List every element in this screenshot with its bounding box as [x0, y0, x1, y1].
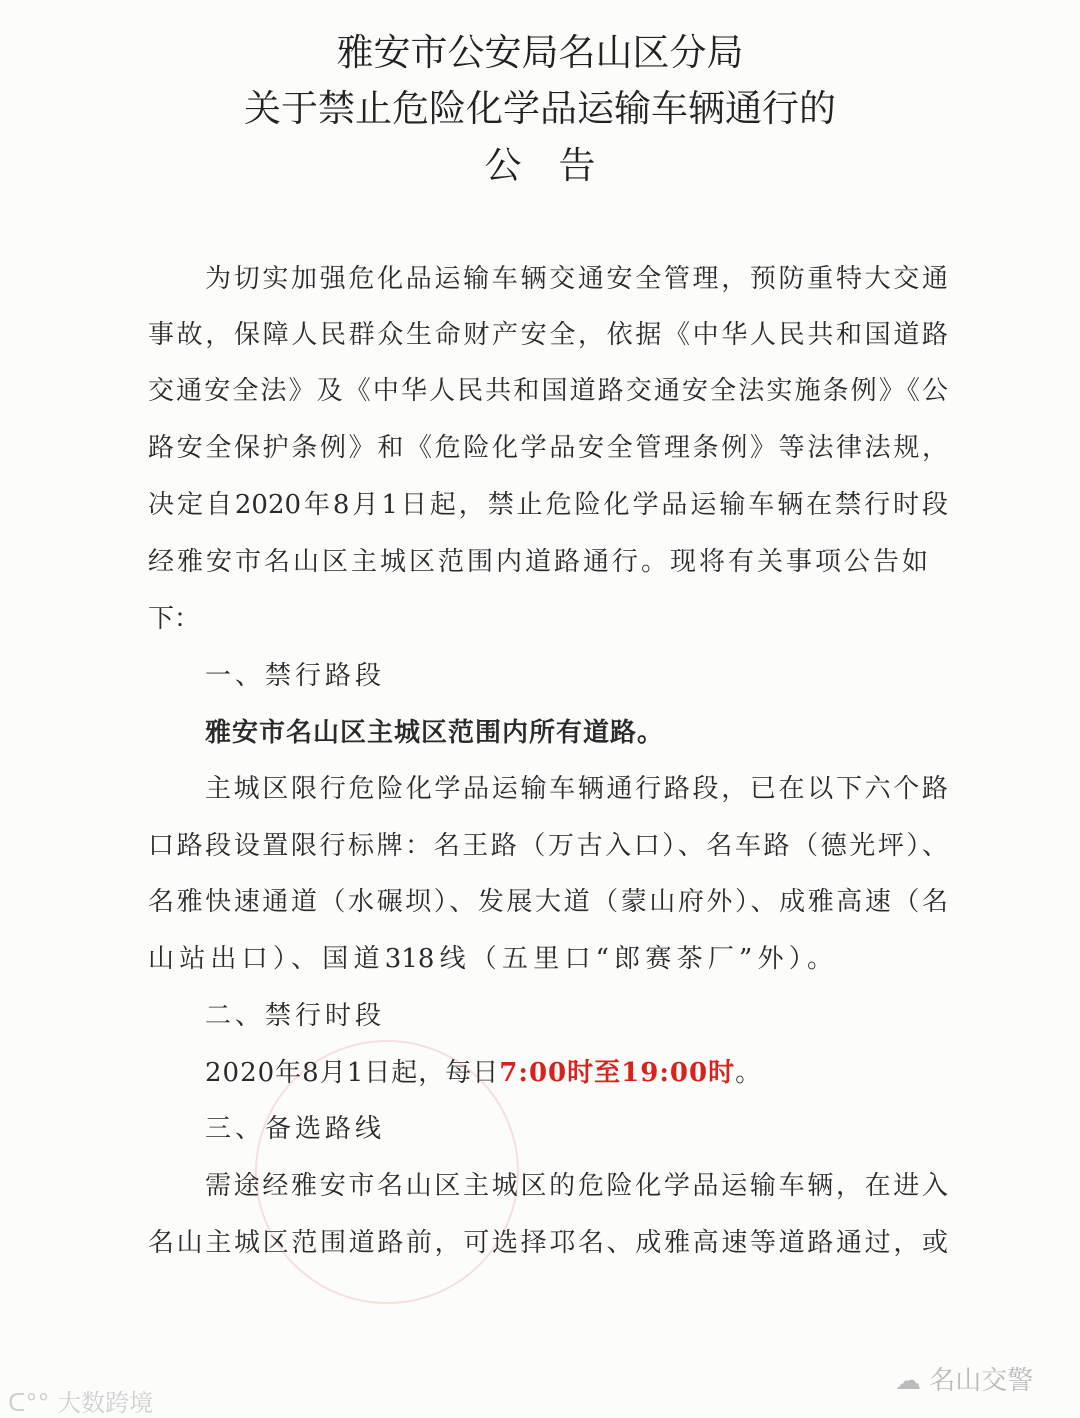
- watermark-left: [8, 1383, 153, 1418]
- paragraph-line: 事故，保障人民群众生命财产安全，依据《中华人民共和国道路: [148, 320, 948, 350]
- section2-heading: 二、禁行时段: [205, 1001, 386, 1031]
- paragraph-line: 经雅安市名山区主城区范围内道路通行。现将有关事项公告如: [148, 547, 928, 577]
- watermark-left-text: 大数跨境: [57, 1389, 154, 1417]
- section1-heading: 一、禁行路段: [205, 661, 386, 691]
- doc-title-line3: 公 告: [484, 144, 596, 187]
- doc-title-line2: 关于禁止危险化学品运输车辆通行的: [244, 87, 836, 130]
- section1-line: 山站出口）、国道318线（五里口“郎赛茶厂”外）。: [148, 944, 833, 974]
- section3-line: 需途经雅安市名山区主城区的危险化学品运输车辆，在进入: [205, 1171, 948, 1201]
- section2-suffix: 。: [735, 1058, 763, 1088]
- wechat-icon: ☁: [895, 1366, 921, 1396]
- logo-icon: ᑕ°°: [8, 1389, 50, 1417]
- section1-line: 主城区限行危险化学品运输车辆通行路段，已在以下六个路: [205, 774, 948, 804]
- section1-line: 口路段设置限行标牌：名王路（万古入口）、名车路（德光坪）、: [148, 831, 948, 861]
- paragraph-line: 为切实加强危化品运输车辆交通安全管理，预防重特大交通: [205, 264, 948, 294]
- paragraph-line: 路安全保护条例》和《危险化学品安全管理条例》等法律法规，: [148, 433, 948, 463]
- paragraph-line: 下：: [148, 604, 201, 634]
- section2-prefix: 2020年8月1日起，每日: [205, 1058, 500, 1088]
- watermark-right: [895, 1360, 1033, 1397]
- section3-heading: 三、备选路线: [205, 1114, 386, 1144]
- doc-title-line1: 雅安市公安局名山区分局: [336, 31, 744, 74]
- paragraph-line: 交通安全法》及《中华人民共和国道路交通安全法实施条例》《公: [148, 376, 948, 406]
- section1-bold-text: 雅安市名山区主城区范围内所有道路。: [205, 718, 665, 748]
- paragraph-line: 决定自2020年8月1日起，禁止危险化学品运输车辆在禁行时段: [148, 490, 948, 520]
- red-seal-stamp: [255, 1040, 519, 1304]
- section1-line: 名雅快速通道（水碾坝）、发展大道（蒙山府外）、成雅高速（名: [148, 887, 948, 917]
- section3-line: 名山主城区范围道路前，可选择邛名、成雅高速等道路通过，或: [148, 1228, 948, 1258]
- watermark-right-text: 名山交警: [929, 1366, 1034, 1396]
- section2-time: 7:00时至19:00时: [499, 1058, 736, 1088]
